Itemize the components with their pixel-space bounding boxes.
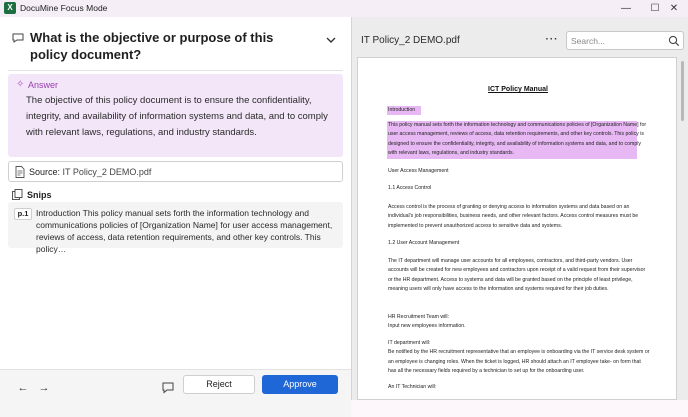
chat-bubble-icon xyxy=(12,33,24,43)
document-icon xyxy=(15,166,25,178)
pdf-heading: User Access Management xyxy=(388,168,449,174)
close-button[interactable]: ✕ xyxy=(669,3,679,14)
pdf-title: ICT Policy Manual xyxy=(488,86,548,93)
answer-card xyxy=(8,74,343,157)
source-link[interactable] xyxy=(8,161,343,182)
pdf-intro-body: This policy manual sets forth the information technology and communications policies of [Organization Name] for user access management, reviews of access, data retention requirements, and other key controls. This policy is designed to ensure the confidentiality, integrity, and availability of information systems and data, and to comply with relevant laws, regulations, and industry standards. xyxy=(388,122,647,157)
excel-app-icon: X xyxy=(4,2,16,14)
pdf-intro-heading: Introduction xyxy=(388,107,416,113)
window-title: DocuMine Focus Mode xyxy=(20,3,108,13)
pdf-paragraph: HR Recruitment Team will: Input new employees information. xyxy=(388,314,466,330)
action-footer xyxy=(0,369,351,417)
pdf-paragraph: The IT department will manage user accounts for all employees, contractors, and third-party vendors. User accounts will be created for new employees and contractors upon receipt of a valid request from their supervisor or the HR department. Access to systems and data will be granted based on the principle of least privilege, meaning users will only have access to the information and systems required for their job duties. xyxy=(388,258,646,293)
search-icon[interactable] xyxy=(668,35,680,47)
source-text xyxy=(29,167,151,177)
pdf-page xyxy=(357,57,677,400)
source-key: Source: xyxy=(29,167,61,177)
snips-icon xyxy=(12,189,23,200)
source-filename: IT Policy_2 DEMO.pdf xyxy=(62,167,152,177)
chevron-down-icon[interactable] xyxy=(325,35,337,45)
more-options-button[interactable]: ··· xyxy=(545,34,559,45)
pdf-heading: 1.2 User Account Management xyxy=(388,240,460,246)
snip-item[interactable] xyxy=(8,202,343,254)
document-title: IT Policy_2 DEMO.pdf xyxy=(361,35,460,46)
sparkle-icon: ✧ xyxy=(16,79,25,90)
next-button[interactable]: → xyxy=(38,382,50,394)
reject-button[interactable]: Reject xyxy=(183,375,255,394)
pdf-paragraph: Access control is the process of granting or denying access to information systems and data based on an individual's job responsibilities, business needs, and other relevant factors. Access control measures must be implemented to prevent unauthorized access to sensitive data and systems. xyxy=(388,204,639,229)
approve-button[interactable]: Approve xyxy=(262,375,338,394)
previous-button[interactable]: ← xyxy=(17,382,29,394)
question-panel xyxy=(0,17,351,400)
search-input[interactable] xyxy=(571,34,667,48)
scrollbar-thumb[interactable] xyxy=(681,61,684,121)
snip-text: Introduction This policy manual sets forth the information technology and communications policies of [Organization Name] for user access management, reviews of access, data retention requirements, and other key controls. This policy… xyxy=(36,208,333,254)
answer-label: Answer xyxy=(28,80,59,90)
search-box xyxy=(566,31,684,50)
maximize-button[interactable]: ☐ xyxy=(650,3,660,14)
scrollbar[interactable] xyxy=(680,57,685,400)
pdf-paragraph: IT department will: Be notified by the HR recruitment representative that an employee is onboarding via the IT service desk system or an employee is changing roles. When the ticket is logged, HR should attach an IT employee take- on form that has all the necessary fields required by a technician to set up for the onboarding user. xyxy=(388,340,650,375)
minimize-button[interactable]: — xyxy=(621,3,631,14)
title-bar xyxy=(0,0,688,17)
snips-label: Snips xyxy=(27,190,52,200)
comment-icon[interactable] xyxy=(160,381,176,395)
divider xyxy=(8,70,343,71)
page-badge: p.1 xyxy=(14,208,32,220)
question-title: What is the objective or purpose of this policy document? xyxy=(30,30,274,62)
answer-text: The objective of this policy document is to ensure the confidentiality, integrity, and availability of information systems and data, and to comply with relevant laws, regulations, and industry standards. xyxy=(26,95,328,138)
pdf-paragraph: An IT Technician will: xyxy=(388,384,437,390)
document-viewer xyxy=(352,17,688,400)
pdf-heading: 1.1 Access Control xyxy=(388,185,432,191)
